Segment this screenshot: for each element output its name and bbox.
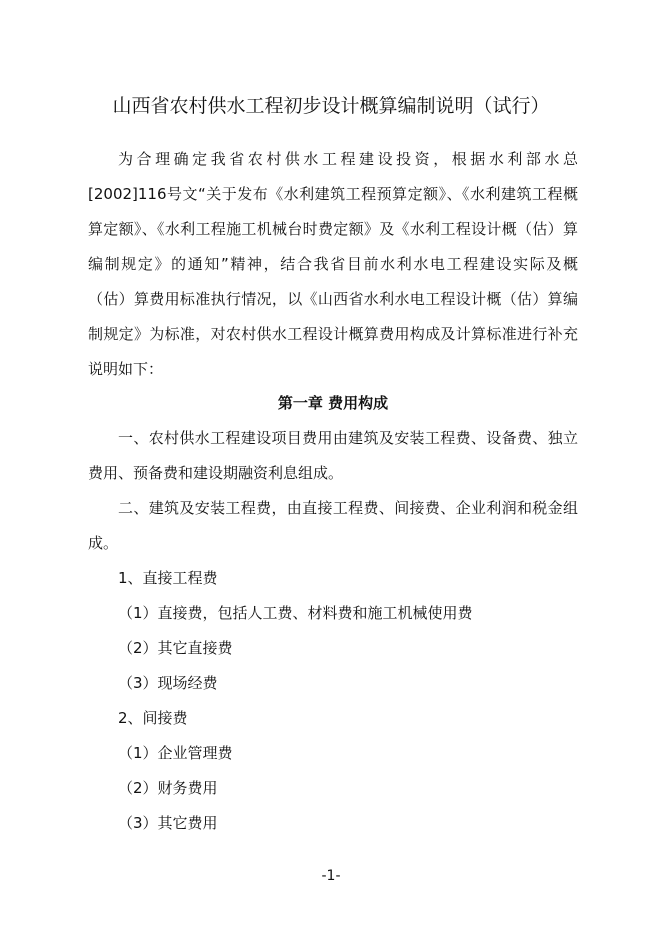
intro-line: [2002]116号文“关于发布《水利建筑工程预算定额》、《水利建筑工程概 [88,185,578,203]
intro-line: 说明如下： [88,360,164,378]
intro-line: 编制规定》的通知”精神，结合我省目前水利水电工程建设实际及概 [88,255,578,273]
body-line: 一、农村供水工程建设项目费用由建筑及安装工程费、设备费、独立 [118,429,578,447]
list-item: 2、间接费 [118,709,188,727]
list-item: （3）其它费用 [118,814,218,832]
list-item: 1、直接工程费 [118,569,218,587]
list-item: （2）其它直接费 [118,639,233,657]
list-item: （2）财务费用 [118,779,218,797]
body-line: 成。 [88,534,119,552]
document-title: 山西省农村供水工程初步设计概算编制说明（试行） [112,95,550,117]
list-item: （1）直接费，包括人工费、材料费和施工机械使用费 [118,604,473,622]
page-number: -1- [321,868,341,884]
intro-line: （估）算费用标准执行情况，以《山西省水利水电工程设计概（估）算编 [88,290,578,308]
body-line: 二、建筑及安装工程费，由直接工程费、间接费、企业利润和税金组 [118,499,578,517]
intro-paragraph [88,142,578,387]
chapter-body [88,421,578,841]
list-item: （3）现场经费 [118,674,218,692]
intro-line: 为合理确定我省农村供水工程建设投资，根据水利部水总 [118,150,578,168]
intro-line: 算定额》、《水利工程施工机械台时费定额》及《水利工程设计概（估）算 [88,220,578,238]
body-line: 费用、预备费和建设期融资利息组成。 [88,464,344,482]
list-item: （1）企业管理费 [118,744,233,762]
intro-line: 制规定》为标准，对农村供水工程设计概算费用构成及计算标准进行补充 [88,325,578,343]
chapter-heading: 第一章 费用构成 [277,394,389,412]
